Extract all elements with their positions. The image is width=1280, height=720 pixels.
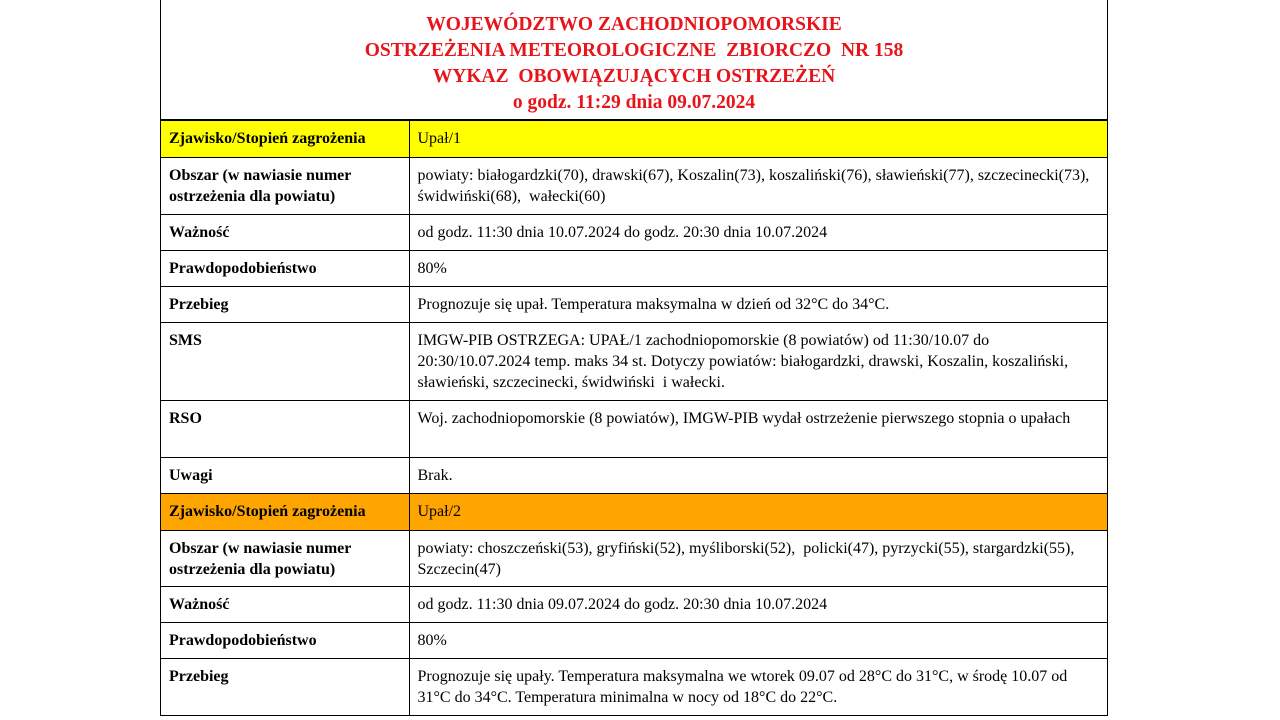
probability-value: 80% [409,623,1107,659]
row-label: Zjawisko/Stopień zagrożenia [161,494,409,531]
sms-value: IMGW-PIB OSTRZEGA: UPAŁ/1 zachodniopomorskie (8 powiatów) od 11:30/10.07 do 20:30/10.07.2024 temp. maks 34 st. Dotyczy powiatów: białogardzki, drawski, Koszalin, koszaliński, sławieński, szczecinecki, świdwiński i wałecki. [409,323,1107,401]
warning2-phenomenon-row [161,494,1107,531]
row-label: Prawdopodobieństwo [161,623,409,659]
probability-value: 80% [409,251,1107,287]
warning1-validity-row [161,215,1107,251]
area-value: powiaty: białogardzki(70), drawski(67), Koszalin(73), koszaliński(76), sławieński(77), szczecinecki(73), świdwiński(68), wałecki(60) [409,158,1107,215]
row-label: Przebieg [161,659,409,716]
course-value: Prognozuje się upał. Temperatura maksymalna w dzień od 32°C do 34°C. [409,287,1107,323]
row-label: Ważność [161,587,409,623]
warning2-area-row [161,531,1107,587]
warning2-validity-row [161,587,1107,623]
notes-value: Brak. [409,458,1107,494]
warning1-rso-row [161,401,1107,458]
phenomenon-value: Upał/1 [409,121,1107,158]
row-label: Obszar (w nawiasie numer ostrzeżenia dla powiatu) [161,158,409,215]
validity-value: od godz. 11:30 dnia 09.07.2024 do godz. 20:30 dnia 10.07.2024 [409,587,1107,623]
row-label: Ważność [161,215,409,251]
warning1-probability-row [161,251,1107,287]
area-value: powiaty: choszczeński(53), gryfiński(52), myśliborski(52), policki(47), pyrzycki(55), stargardzki(55), Szczecin(47) [409,531,1107,587]
header-warning-number: OSTRZEŻENIA METEOROLOGICZNE ZBIORCZO NR 158 [364,40,904,61]
warning1-area-row [161,158,1107,215]
row-label: SMS [161,323,409,401]
course-value: Prognozuje się upały. Temperatura maksymalna we wtorek 09.07 od 28°C do 31°C, w środę 10.07 od 31°C do 34°C. Temperatura minimalna w nocy od 18°C do 22°C. [409,659,1107,716]
row-label: Uwagi [161,458,409,494]
header-timestamp: o godz. 11:29 dnia 09.07.2024 [512,92,756,113]
warning1-course-row [161,287,1107,323]
warning-document [160,0,1108,716]
phenomenon-value: Upał/2 [409,494,1107,531]
rso-value: Woj. zachodniopomorskie (8 powiatów), IMGW-PIB wydał ostrzeżenie pierwszego stopnia o upałach [409,401,1107,458]
warning2-course-row [161,659,1107,716]
warning1-notes-row [161,458,1107,494]
header-region-title: WOJEWÓDZTWO ZACHODNIOPOMORSKIE [426,14,842,35]
header-list-title: WYKAZ OBOWIĄZUJĄCYCH OSTRZEŻEŃ [432,66,836,87]
row-label: Prawdopodobieństwo [161,251,409,287]
row-label: RSO [161,401,409,458]
warning1-sms-row [161,323,1107,401]
row-label: Obszar (w nawiasie numer ostrzeżenia dla powiatu) [161,531,409,587]
warning1-phenomenon-row [161,121,1107,158]
validity-value: od godz. 11:30 dnia 10.07.2024 do godz. 20:30 dnia 10.07.2024 [409,215,1107,251]
warnings-table [161,120,1107,716]
row-label: Zjawisko/Stopień zagrożenia [161,121,409,158]
row-label: Przebieg [161,287,409,323]
document-header [161,0,1107,120]
warning2-probability-row [161,623,1107,659]
